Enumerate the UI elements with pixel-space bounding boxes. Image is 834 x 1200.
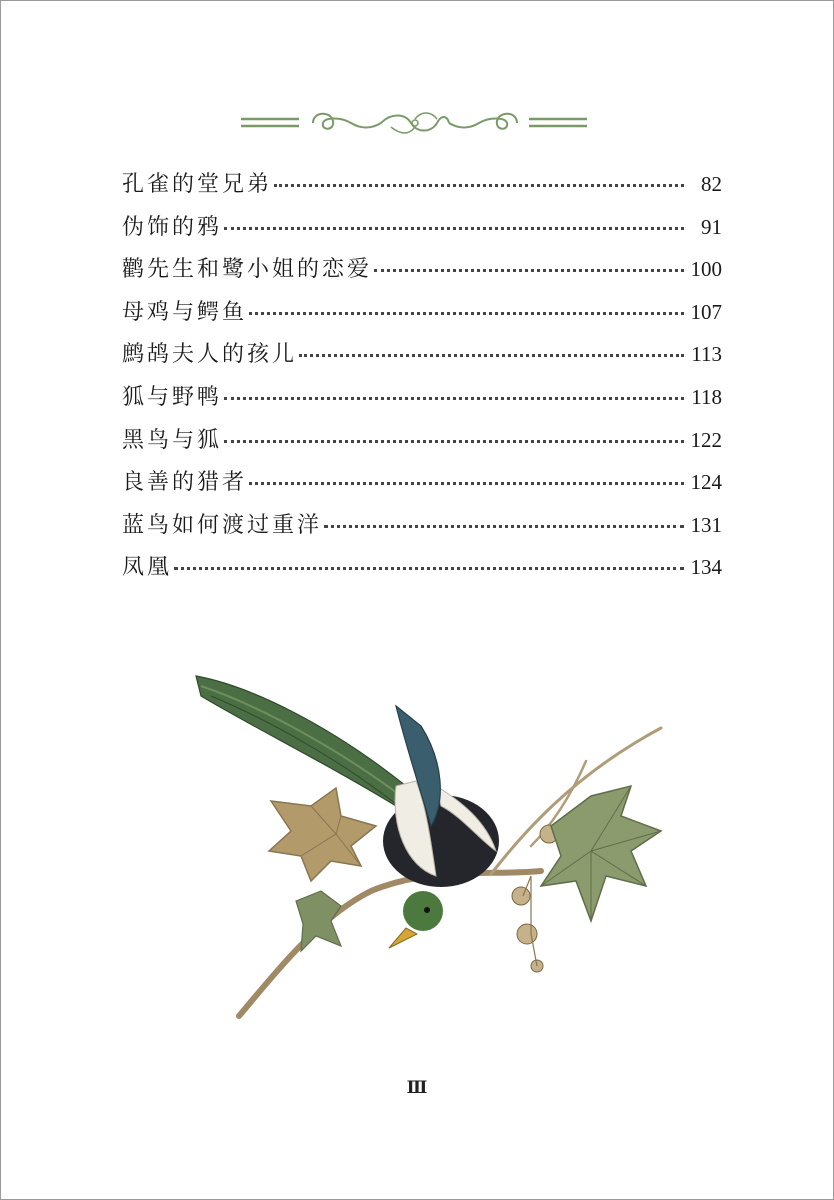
toc-entry-title: 鹧鸪夫人的孩儿: [122, 342, 298, 368]
toc-leader-dots: [374, 268, 684, 272]
toc-entry-page: 113: [691, 342, 722, 367]
toc-entry-title: 鹳先生和鹭小姐的恋爱: [122, 257, 373, 283]
toc-entry: [122, 550, 722, 593]
toc-entry-page: 107: [690, 299, 722, 324]
toc-entry-page: 100: [690, 257, 722, 282]
toc-entry: [122, 167, 722, 210]
toc-entry-title: 蓝鸟如何渡过重洋: [122, 512, 323, 538]
toc-entry: [122, 252, 722, 295]
toc-leader-dots: [224, 226, 684, 230]
toc-leader-dots: [224, 396, 684, 400]
page-number: Ⅲ: [406, 1078, 428, 1097]
toc-entry-title: 孔雀的堂兄弟: [122, 172, 273, 197]
toc-entry-page: 124: [690, 470, 722, 495]
toc-entry-title: 凤凰: [122, 555, 173, 581]
leaf: [269, 788, 376, 881]
toc-leader-dots: [174, 566, 684, 570]
leaf: [296, 891, 341, 951]
toc-entry-title: 黑鸟与狐: [122, 427, 223, 453]
toc-entry-page: 91: [701, 214, 722, 239]
toc-entry-title: 良善的猎者: [122, 470, 248, 496]
toc-entry-page: 134: [690, 555, 722, 580]
toc-entry: [122, 295, 722, 338]
toc-entry-title: 伪饰的鸦: [122, 214, 223, 240]
toc-leader-dots: [249, 481, 684, 485]
toc-entry: [122, 380, 722, 423]
toc-entry-page: 122: [690, 427, 722, 452]
toc-entry: [122, 423, 722, 466]
bird-head: [403, 891, 443, 931]
branch: [239, 871, 541, 1016]
decorative-divider: [241, 105, 589, 141]
seed-pods: [512, 825, 558, 972]
toc-entry-page: 82: [701, 172, 722, 196]
toc-leader-dots: [249, 311, 684, 315]
toc-entry-page: 131: [690, 512, 722, 537]
toc-entry: [122, 508, 722, 551]
toc-leader-dots: [274, 183, 684, 187]
toc-entry: [122, 465, 722, 508]
toc-entry-page: 118: [691, 384, 722, 409]
leaf: [541, 786, 661, 921]
toc-entry: [122, 210, 722, 253]
toc-leader-dots: [299, 353, 684, 357]
toc-leader-dots: [224, 439, 684, 443]
toc-leader-dots: [324, 524, 684, 528]
toc-entry-title: 狐与野鸭: [122, 384, 223, 410]
toc-entry-title: 母鸡与鳄鱼: [122, 299, 248, 325]
table-of-contents: [122, 167, 722, 593]
toc-entry: [122, 337, 722, 380]
magpie-illustration: [191, 666, 671, 1026]
